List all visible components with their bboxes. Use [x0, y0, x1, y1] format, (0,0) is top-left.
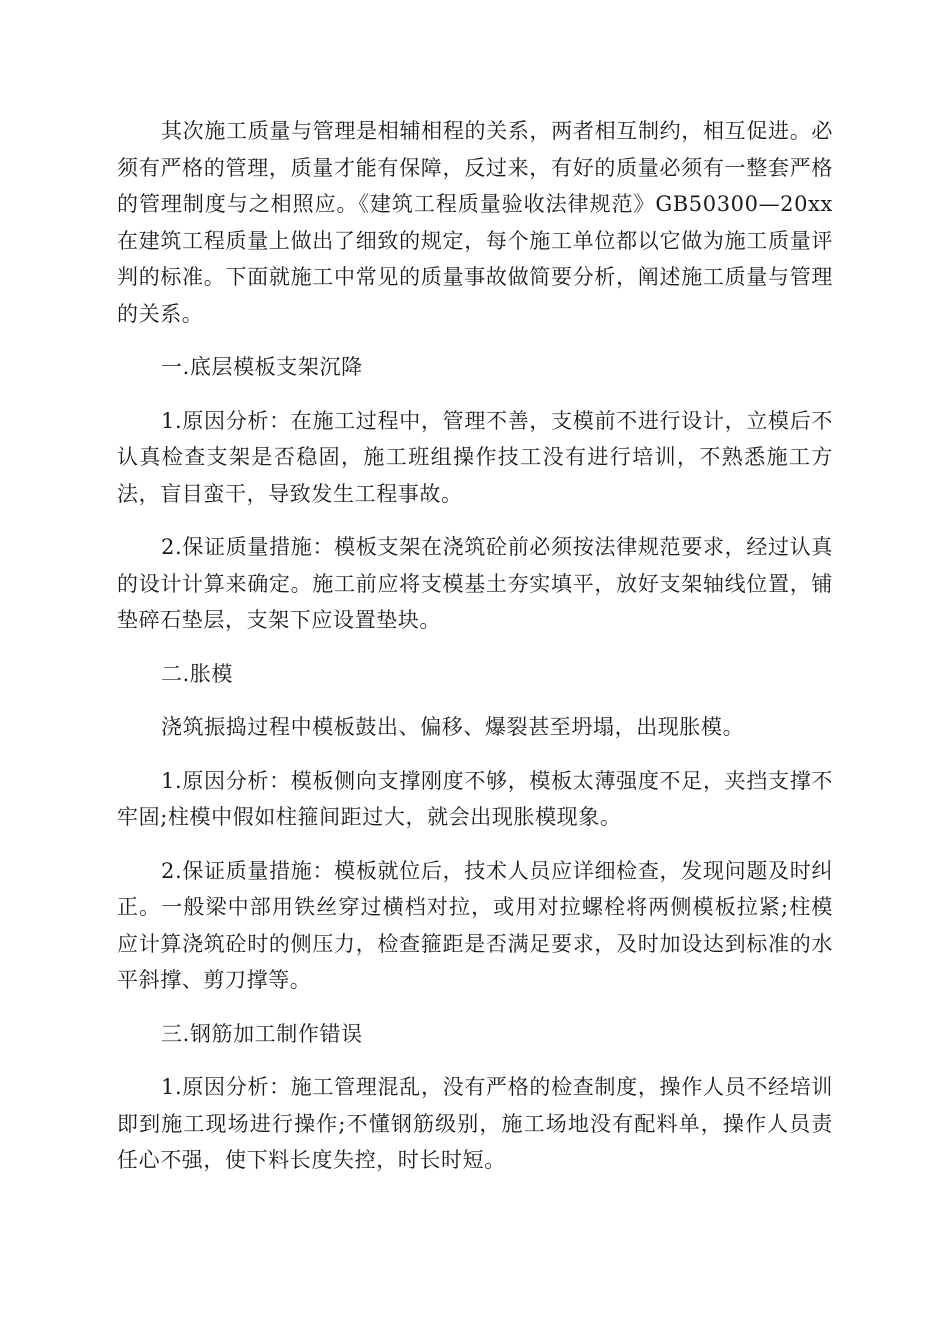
section-2-description-paragraph: 浇筑振捣过程中模板鼓出、偏移、爆裂甚至坍塌，出现胀模。	[161, 715, 745, 739]
document-body	[117, 113, 833, 1196]
section-heading-1: 一.底层模板支架沉降	[161, 355, 363, 379]
section-3-cause-paragraph: 1.原因分析：施工管理混乱，没有严格的检查制度，操作人员不经培训即到施工现场进行操作;不懂钢筋级别，施工场地没有配料单，操作人员责任心不强，使下料长度失控，时长时短。	[117, 1075, 833, 1172]
section-1-measure-paragraph: 2.保证质量措施：模板支架在浇筑砼前必须按法律规范要求，经过认真的设计计算来确定。施工前应将支模基土夯实填平，放好支架轴线位置，铺垫碎石垫层，支架下应设置垫块。	[117, 535, 833, 632]
section-2-measure-paragraph: 2.保证质量措施：模板就位后，技术人员应详细检查，发现问题及时纠正。一般梁中部用铁丝穿过横档对拉，或用对拉螺栓将两侧模板拉紧;柱模应计算浇筑砼时的侧压力，检查箍距是否满足要求，及时加设达到标准的水平斜撑、剪刀撑等。	[117, 858, 833, 992]
intro-paragraph: 其次施工质量与管理是相辅相程的关系，两者相互制约，相互促进。必须有严格的管理，质量才能有保障，反过来，有好的质量必须有一整套严格的管理制度与之相照应。《建筑工程质量验收法律规范》GB50300—20xx在建筑工程质量上做出了细致的规定，每个施工单位都以它做为施工质量评判的标准。下面就施工中常见的质量事故做简要分析，阐述施工质量与管理的关系。	[117, 119, 833, 326]
section-heading-3: 三.钢筋加工制作错误	[161, 1021, 363, 1046]
section-heading-2: 二.胀模	[161, 661, 234, 686]
section-1-cause-paragraph: 1.原因分析：在施工过程中，管理不善，支模前不进行设计，立模后不认真检查支架是否稳固，施工班组操作技工没有进行培训，不熟悉施工方法，盲目蛮干，导致发生工程事故。	[117, 408, 833, 506]
section-2-cause-paragraph: 1.原因分析：模板侧向支撑刚度不够，模板太薄强度不足，夹挡支撑不牢固;柱模中假如柱箍间距过大，就会出现胀模现象。	[117, 768, 833, 829]
